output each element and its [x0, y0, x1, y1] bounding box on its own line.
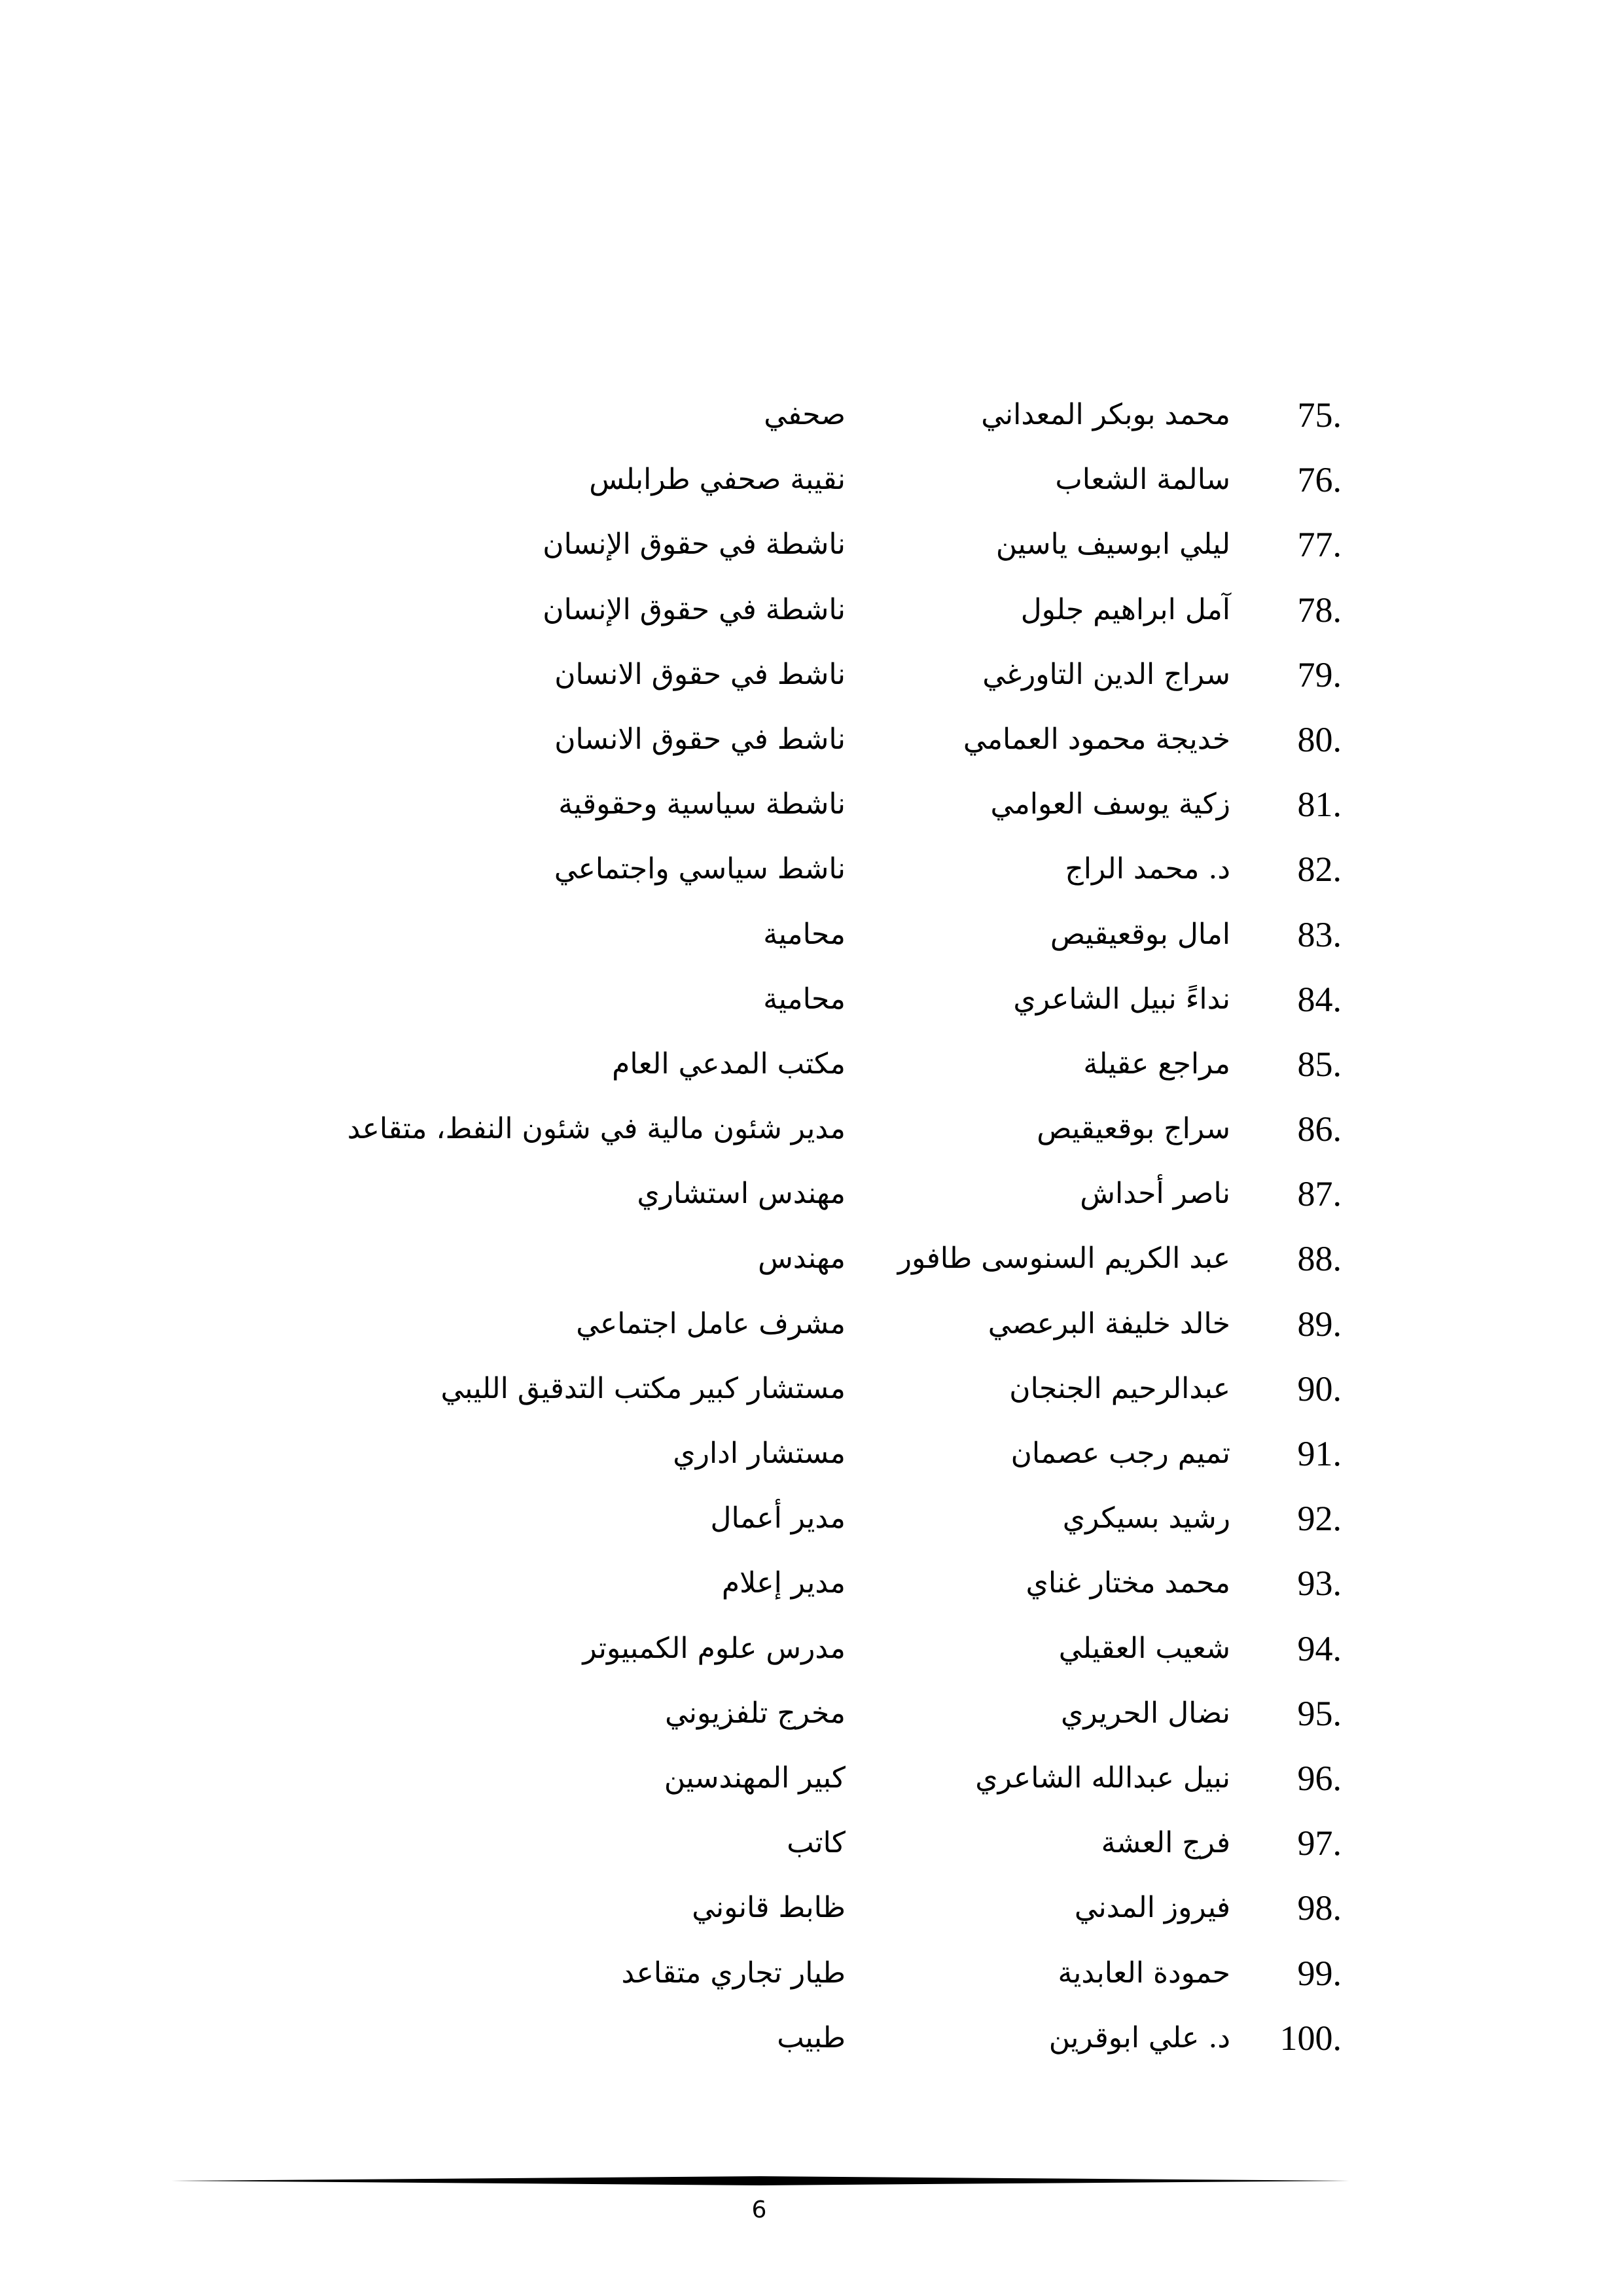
person-role: ناشطة سياسية وحقوقية	[558, 787, 846, 821]
person-name: زكية يوسف العوامي	[990, 787, 1230, 821]
person-role: مشرف عامل اجتماعي	[576, 1306, 846, 1340]
person-role: كاتب	[787, 1826, 846, 1860]
person-role: مدير أعمال	[710, 1501, 846, 1535]
list-item	[0, 516, 1623, 581]
signatory-list	[0, 386, 1623, 2074]
list-item	[0, 1425, 1623, 1490]
person-name: عبدالرحيم الجنجان	[1009, 1371, 1230, 1405]
list-item	[0, 581, 1623, 646]
person-name: د. محمد الراج	[1065, 852, 1230, 886]
person-role: مهندس	[758, 1242, 846, 1276]
person-role: مدير شئون مالية في شئون النفط، متقاعد	[347, 1112, 846, 1146]
list-item	[0, 1814, 1623, 1879]
person-role: ناشط في حقوق الانسان	[554, 657, 846, 691]
person-name: نبيل عبدالله الشاعري	[975, 1761, 1230, 1795]
person-role: محامية	[763, 917, 846, 951]
item-number: 79.	[1297, 655, 1342, 694]
person-name: شعيب العقيلي	[1058, 1631, 1230, 1665]
person-role: محامية	[763, 982, 846, 1016]
list-item	[0, 386, 1623, 451]
item-number: 80.	[1297, 719, 1342, 759]
list-item	[0, 451, 1623, 516]
list-item	[0, 1620, 1623, 1685]
list-item	[0, 971, 1623, 1035]
list-item	[0, 1554, 1623, 1619]
person-role: صحفي	[764, 398, 846, 431]
person-role: مستشار اداري	[673, 1437, 846, 1470]
list-item	[0, 2009, 1623, 2074]
person-name: نداءً نبيل الشاعري	[1013, 982, 1230, 1016]
person-role: كبير المهندسين	[664, 1761, 846, 1795]
list-item	[0, 1165, 1623, 1230]
list-item	[0, 906, 1623, 971]
person-name: تميم رجب عصمان	[1010, 1437, 1230, 1470]
person-role: ناشطة في حقوق الإنسان	[543, 528, 846, 562]
item-number: 76.	[1297, 460, 1342, 500]
person-name: خديجة محمود العمامي	[963, 722, 1230, 756]
person-role: مهندس استشاري	[637, 1177, 846, 1211]
person-role: ناشطة في حقوق الإنسان	[543, 592, 846, 626]
person-name: فيروز المدني	[1074, 1891, 1230, 1925]
person-role: نقيبة صحفي طرابلس	[589, 463, 846, 497]
item-number: 87.	[1297, 1174, 1342, 1214]
footer-divider	[171, 2176, 1349, 2186]
list-item	[0, 1295, 1623, 1360]
person-name: مراجع عقيلة	[1083, 1047, 1230, 1081]
person-role: طبيب	[777, 2020, 846, 2054]
person-role: مدرس علوم الكمبيوتر	[582, 1631, 846, 1665]
item-number: 91.	[1297, 1434, 1342, 1473]
person-name: سراج بوقعيقيص	[1037, 1112, 1230, 1146]
person-role: مدير إعلام	[721, 1566, 846, 1600]
person-name: فرج العشة	[1101, 1826, 1230, 1860]
person-role: ناشط في حقوق الانسان	[554, 722, 846, 756]
person-name: حمودة العابدية	[1058, 1956, 1230, 1990]
item-number: 81.	[1297, 785, 1342, 825]
person-role: مخرج تلفزيوني	[665, 1696, 846, 1730]
list-item	[0, 1879, 1623, 1944]
person-name: سالمة الشعاب	[1055, 463, 1230, 497]
item-number: 83.	[1297, 914, 1342, 954]
item-number: 75.	[1297, 395, 1342, 435]
person-name: خالد خليفة البرعصي	[988, 1306, 1230, 1340]
list-item	[0, 1945, 1623, 2009]
item-number: 77.	[1297, 525, 1342, 565]
person-role: مكتب المدعي العام	[612, 1047, 846, 1081]
item-number: 98.	[1297, 1888, 1342, 1928]
list-item	[0, 1749, 1623, 1814]
item-number: 78.	[1297, 590, 1342, 630]
list-item	[0, 711, 1623, 776]
list-item	[0, 1230, 1623, 1295]
list-item	[0, 776, 1623, 840]
person-name: نضال الحريري	[1060, 1696, 1230, 1730]
item-number: 96.	[1297, 1758, 1342, 1798]
item-number: 90.	[1297, 1369, 1342, 1408]
list-item	[0, 1490, 1623, 1554]
list-item	[0, 1685, 1623, 1749]
item-number: 82.	[1297, 850, 1342, 889]
list-item	[0, 1360, 1623, 1425]
item-number: 93.	[1297, 1564, 1342, 1604]
person-name: عبد الكريم السنوسى طافور	[897, 1242, 1230, 1276]
person-name: ناصر أحداش	[1080, 1177, 1230, 1211]
person-name: محمد بوبكر المعداني	[981, 398, 1230, 431]
person-name: امال بوقعيقيص	[1050, 917, 1230, 951]
item-number: 97.	[1297, 1823, 1342, 1863]
item-number: 84.	[1297, 979, 1342, 1019]
item-number: 86.	[1297, 1109, 1342, 1149]
item-number: 85.	[1297, 1044, 1342, 1084]
item-number: 100.	[1279, 2018, 1342, 2058]
person-name: محمد مختار غناي	[1026, 1566, 1230, 1600]
item-number: 92.	[1297, 1499, 1342, 1539]
person-role: مستشار كبير مكتب التدقيق الليبي	[440, 1371, 846, 1405]
person-name: ليلي ابوسيف ياسين	[995, 528, 1230, 562]
list-item	[0, 1100, 1623, 1165]
item-number: 88.	[1297, 1239, 1342, 1279]
page-number: 6	[751, 2197, 767, 2223]
person-name: سراج الدين التاورغي	[982, 657, 1230, 691]
person-role: طيار تجاري متقاعد	[621, 1956, 846, 1990]
item-number: 95.	[1297, 1693, 1342, 1733]
person-name: د. علي ابوقرين	[1048, 2020, 1230, 2054]
list-item	[0, 840, 1623, 905]
item-number: 94.	[1297, 1628, 1342, 1668]
person-role: ناشط سياسي واجتماعي	[554, 852, 846, 886]
person-role: ظابط قانوني	[692, 1891, 846, 1925]
item-number: 99.	[1297, 1953, 1342, 1993]
list-item	[0, 646, 1623, 711]
list-item	[0, 1035, 1623, 1100]
person-name: رشيد بسيكري	[1062, 1501, 1230, 1535]
person-name: آمل ابراهيم جلول	[1020, 592, 1230, 626]
item-number: 89.	[1297, 1304, 1342, 1344]
